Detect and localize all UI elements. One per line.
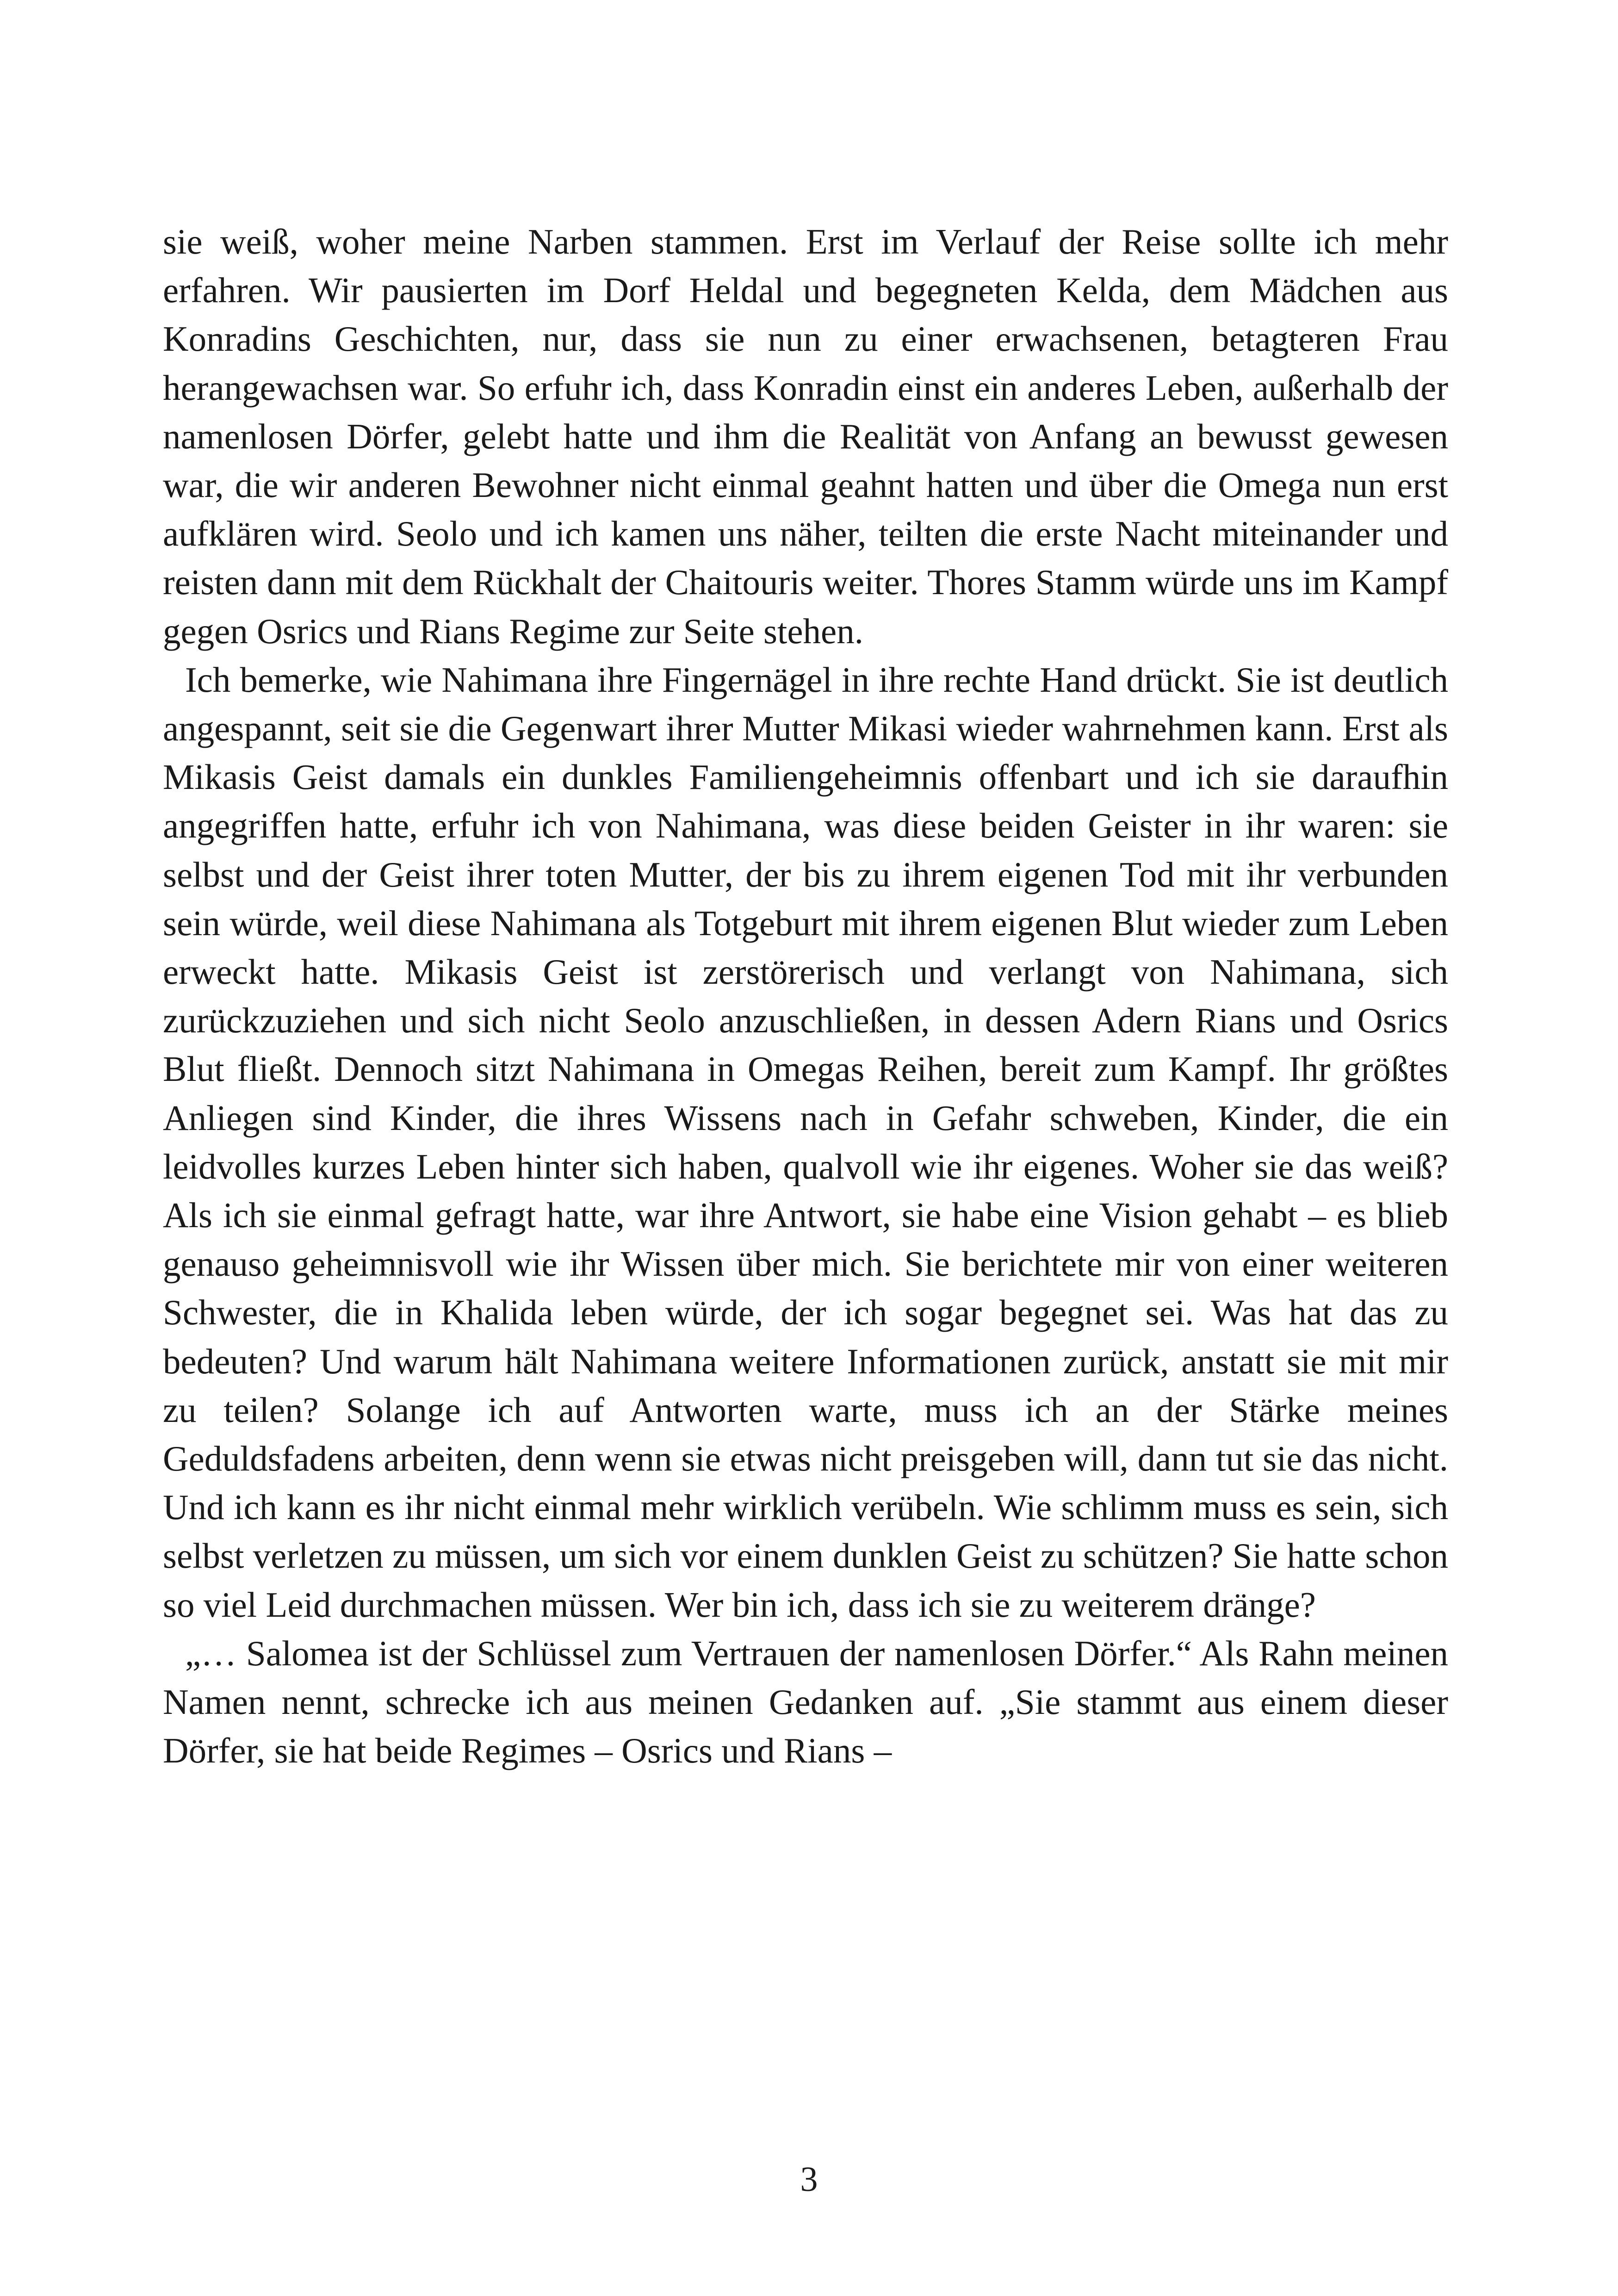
paragraph-3: „… Salomea ist der Schlüssel zum Vertrauen der namenlosen Dörfer.“ Als Rahn meinen Namen nennt, schrecke ich aus meinen Gedanken auf. „Sie stammt aus einem dieser Dörfer, sie hat beide Regimes – Osrics und Rians – <box>163 1633 1448 1771</box>
paragraph-2: Ich bemerke, wie Nahimana ihre Fingernägel in ihre rechte Hand drückt. Sie ist deutlich angespannt, seit sie die Gegenwart ihrer Mutter Mikasi wieder wahrnehmen kann. Erst als Mikasis Geist damals ein dunkles Familiengeheimnis offenbart und ich sie daraufhin angegriffen hatte, erfuhr ich von Nahimana, was diese beiden Geister in ihr waren: sie selbst und der Geist ihrer toten Mutter, der bis zu ihrem eigenen Tod mit ihr verbunden sein würde, weil diese Nahimana als Totgeburt mit ihrem eigenen Blut wieder zum Leben erweckt hatte. Mikasis Geist ist zerstörerisch und verlangt von Nahimana, sich zurückzuziehen und sich nicht Seolo anzuschließen, in dessen Adern Rians und Osrics Blut fließt. Dennoch sitzt Nahimana in Omegas Reihen, bereit zum Kampf. Ihr größtes Anliegen sind Kinder, die ihres Wissens nach in Gefahr schweben, Kinder, die ein leidvolles kurzes Leben hinter sich haben, qualvoll wie ihr eigenes. Woher sie das weiß? Als ich sie einmal gefragt hatte, war ihre Antwort, sie habe eine Vision gehabt – es blieb genauso geheimnisvoll wie ihr Wissen über mich. Sie berichtete mir von einer weiteren Schwester, die in Khalida leben würde, der ich sogar begegnet sei. Was hat das zu bedeuten? Und warum hält Nahimana weitere Informationen zurück, anstatt sie mit mir zu teilen? Solange ich auf Antworten warte, muss ich an der Stärke meines Geduldsfadens arbeiten, denn wenn sie etwas nicht preisgeben will, dann tut sie das nicht. Und ich kann es ihr nicht einmal mehr wirklich verübeln. Wie schlimm muss es sein, sich selbst verletzen zu müssen, um sich vor einem dunklen Geist zu schützen? Sie hatte schon so viel Leid durchmachen müssen. Wer bin ich, dass ich sie zu weiterem dränge? <box>163 659 1448 1625</box>
page-body <box>163 217 1448 1775</box>
page-number: 3 <box>800 2160 818 2199</box>
paragraph-1: sie weiß, woher meine Narben stammen. Erst im Verlauf der Reise sollte ich mehr erfahren. Wir pausierten im Dorf Heldal und begegneten Kelda, dem Mädchen aus Konradins Geschichten, nur, dass sie nun zu einer erwachsenen, betagteren Frau herangewachsen war. So erfuhr ich, dass Konradin einst ein anderes Leben, außerhalb der namenlosen Dörfer, gelebt hatte und ihm die Realität von Anfang an bewusst gewesen war, die wir anderen Bewohner nicht einmal geahnt hatten und über die Omega nun erst aufklären wird. Seolo und ich kamen uns näher, teilten die erste Nacht miteinander und reisten dann mit dem Rückhalt der Chaitouris weiter. Thores Stamm würde uns im Kampf gegen Osrics und Rians Regime zur Seite stehen. <box>163 222 1448 651</box>
